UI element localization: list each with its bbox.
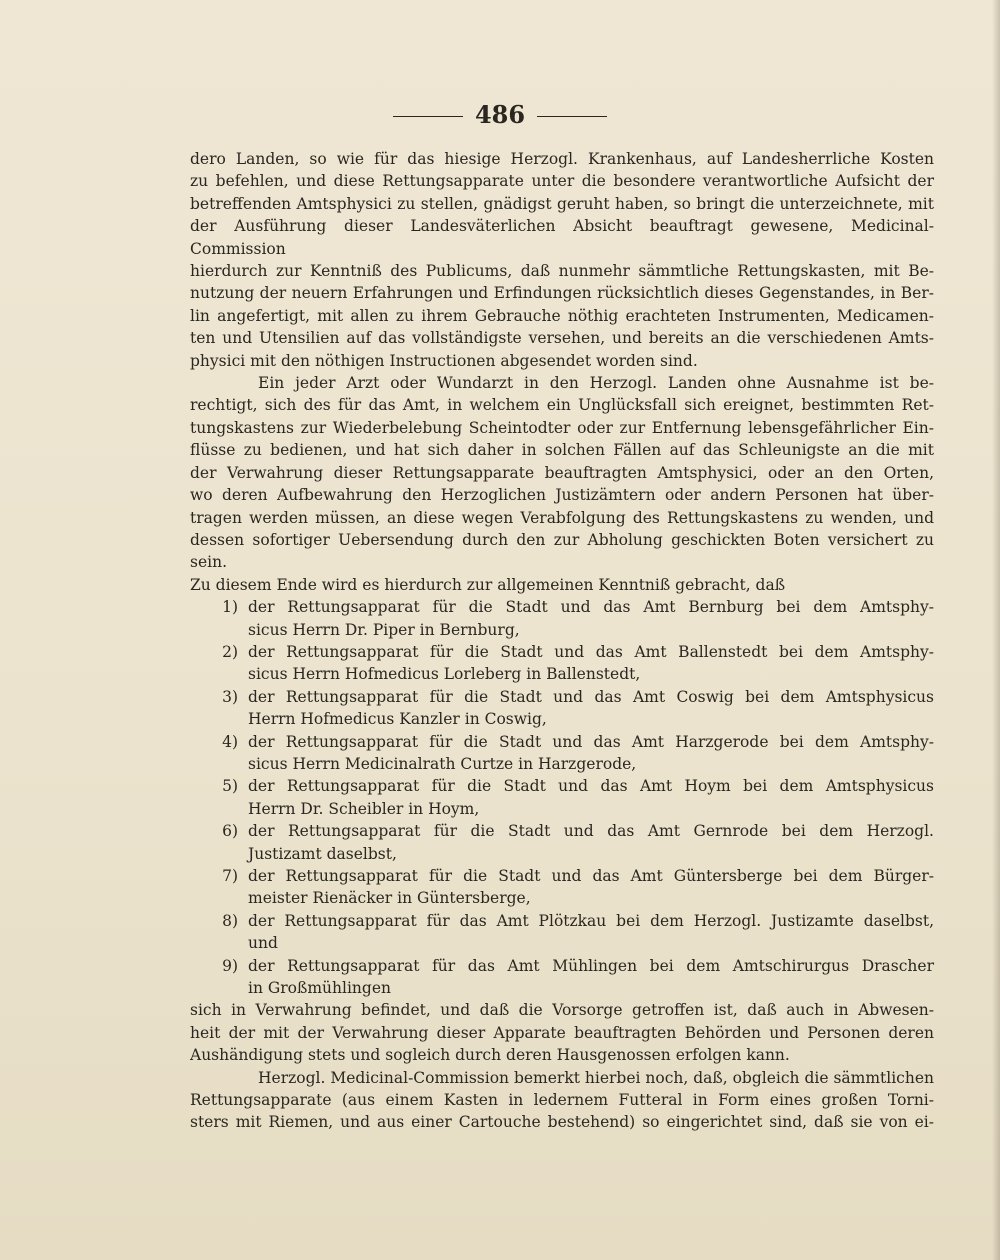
text-line: der Ausführung dieser Landesväterlichen Absicht beauftragt gewesene, Medicinal-Commission [190,217,934,258]
list-line: der Rettungsapparat für die Stadt und das Amt Coswig bei dem Amtsphysicus [248,687,934,706]
list-line: Herrn Dr. Scheibler in Hoym, [248,799,480,818]
text-line: betreffenden Amtsphysici zu stellen, gnädigst geruht haben, so bringt die unterzeichnete, mit [190,194,934,213]
header-rule-right [537,116,607,117]
text-line: wo deren Aufbewahrung den Herzoglichen Justizämtern oder andern Personen hat über- [190,486,934,505]
list-line: der Rettungsapparat für die Stadt und das Amt Harzgerode bei dem Amtsphy- [248,732,934,751]
list-number: 6) [222,822,238,841]
list-item [190,596,934,641]
text-line: Ein jeder Arzt oder Wundarzt in den Herzogl. Landen ohne Ausnahme ist be- [258,374,934,393]
list-text [248,775,934,820]
page-header [0,100,1000,130]
list-item [190,820,934,865]
text-line: sters mit Riemen, und aus einer Cartouche bestehend) so eingerichtet sind, daß sie von ei- [190,1113,934,1132]
list-text [248,820,934,865]
list-line: der Rettungsapparat für das Amt Plötzkau bei dem Herzogl. Justizamte daselbst, [248,911,934,930]
list-item [190,686,934,731]
paragraph-1 [190,148,934,372]
list-number: 9) [222,956,238,975]
body-text [190,148,934,1134]
text-line: Aushändigung stets und sogleich durch deren Hausgenossen erfolgen kann. [190,1046,790,1065]
list-item [190,731,934,776]
list-text [248,641,934,686]
list-text [248,731,934,776]
list-line: sicus Herrn Dr. Piper in Bernburg, [248,620,520,639]
list-text [248,596,934,641]
list-line: in Großmühlingen [248,979,391,998]
page-number: 486 [474,100,526,129]
text-line: tragen werden müssen, an diese wegen Verabfolgung des Rettungskastens zu wenden, und [190,508,934,527]
text-line: Rettungsapparate (aus einem Kasten in ledernem Futteral in Form eines großen Torni- [190,1091,934,1110]
list-number: 2) [222,642,238,661]
text-line: dero Landen, so wie für das hiesige Herzogl. Krankenhaus, auf Landesherrliche Kosten [190,150,934,168]
header-rule-left [393,116,463,117]
list-number: 4) [222,732,238,751]
list-item [190,865,934,910]
list-line: der Rettungsapparat für die Stadt und das Amt Gernrode bei dem Herzogl. [248,822,934,841]
list-item [190,955,934,1000]
closing-paragraph [190,1067,934,1134]
list-line: der Rettungsapparat für die Stadt und das Amt Ballenstedt bei dem Amtsphy- [248,642,934,661]
text-line: der Verwahrung dieser Rettungsapparate beauftragten Amtsphysici, oder an den Orten, [190,463,934,482]
list-line: der Rettungsapparat für die Stadt und das Amt Güntersberge bei dem Bürger- [248,867,934,885]
list-line: meister Rienäcker in Güntersberge, [248,889,531,908]
text-line: ten und Utensilien auf das vollständigste versehen, und bereits an die verschiedenen Amts- [190,329,934,348]
list-number: 5) [222,777,238,796]
text-line: Herzogl. Medicinal-Commission bemerkt hierbei noch, daß, obgleich die sämmtlichen [258,1068,934,1087]
page-edge-shadow [992,0,1000,1260]
list-number: 3) [222,687,238,706]
list-text [248,955,934,1000]
continuation-paragraph [190,999,934,1066]
text-line: dessen sofortiger Uebersendung durch den zur Abholung geschickten Boten versichert zu sein. [190,530,934,572]
list-number: 7) [222,867,238,885]
text-line: Zu diesem Ende wird es hierdurch zur allgemeinen Kenntniß gebracht, daß [190,575,786,594]
text-line: sich in Verwahrung befindet, und daß die Vorsorge getroffen ist, daß auch in Abwesen- [190,1001,934,1020]
text-line: physici mit den nöthigen Instructionen abgesendet worden sind. [190,351,698,370]
list-number: 1) [222,598,238,617]
list-text [248,910,934,955]
list-text [248,865,934,910]
list-line: Herrn Hofmedicus Kanzler in Coswig, [248,710,547,729]
list-line: der Rettungsapparat für die Stadt und das Amt Hoym bei dem Amtsphysicus [248,777,934,796]
list-line: der Rettungsapparat für die Stadt und das Amt Bernburg bei dem Amtsphy- [248,598,934,617]
list-line: der Rettungsapparat für das Amt Mühlingen bei dem Amtschirurgus Drascher [248,956,934,975]
list-line: Justizamt daselbst, [248,844,397,863]
list-line: und [248,934,278,953]
text-line: hierdurch zur Kenntniß des Publicums, daß nunmehr sämmtliche Rettungskasten, mit Be- [190,262,934,281]
rescue-apparatus-list [190,596,934,999]
list-number: 8) [222,911,238,930]
list-line: sicus Herrn Medicinalrath Curtze in Harzgerode, [248,754,637,773]
text-line: flüsse zu bedienen, und hat sich daher in solchen Fällen auf das Schleunigste an die mit [190,441,934,460]
text-line: lin angefertigt, mit allen zu ihrem Gebrauche nöthig erachteten Instrumenten, Medicamen- [190,306,934,325]
list-line: sicus Herrn Hofmedicus Lorleberg in Ballenstedt, [248,665,641,684]
list-item [190,641,934,686]
list-text [248,686,934,731]
text-line: heit der mit der Verwahrung dieser Apparate beauftragten Behörden und Personen deren [190,1023,934,1042]
text-line: nutzung der neuern Erfahrungen und Erfindungen rücksichtlich dieses Gegenstandes, in Ber- [190,284,934,303]
text-line: rechtigt, sich des für das Amt, in welchem ein Unglücksfall sich ereignet, bestimmten Ret- [190,396,934,415]
list-item [190,910,934,955]
paragraph-2 [190,372,934,596]
list-item [190,775,934,820]
text-line: zu befehlen, und diese Rettungsapparate unter die besondere verantwortliche Aufsicht der [190,172,934,191]
text-line: tungskastens zur Wiederbelebung Scheintodter oder zur Entfernung lebensgefährlicher Ein- [190,418,934,437]
